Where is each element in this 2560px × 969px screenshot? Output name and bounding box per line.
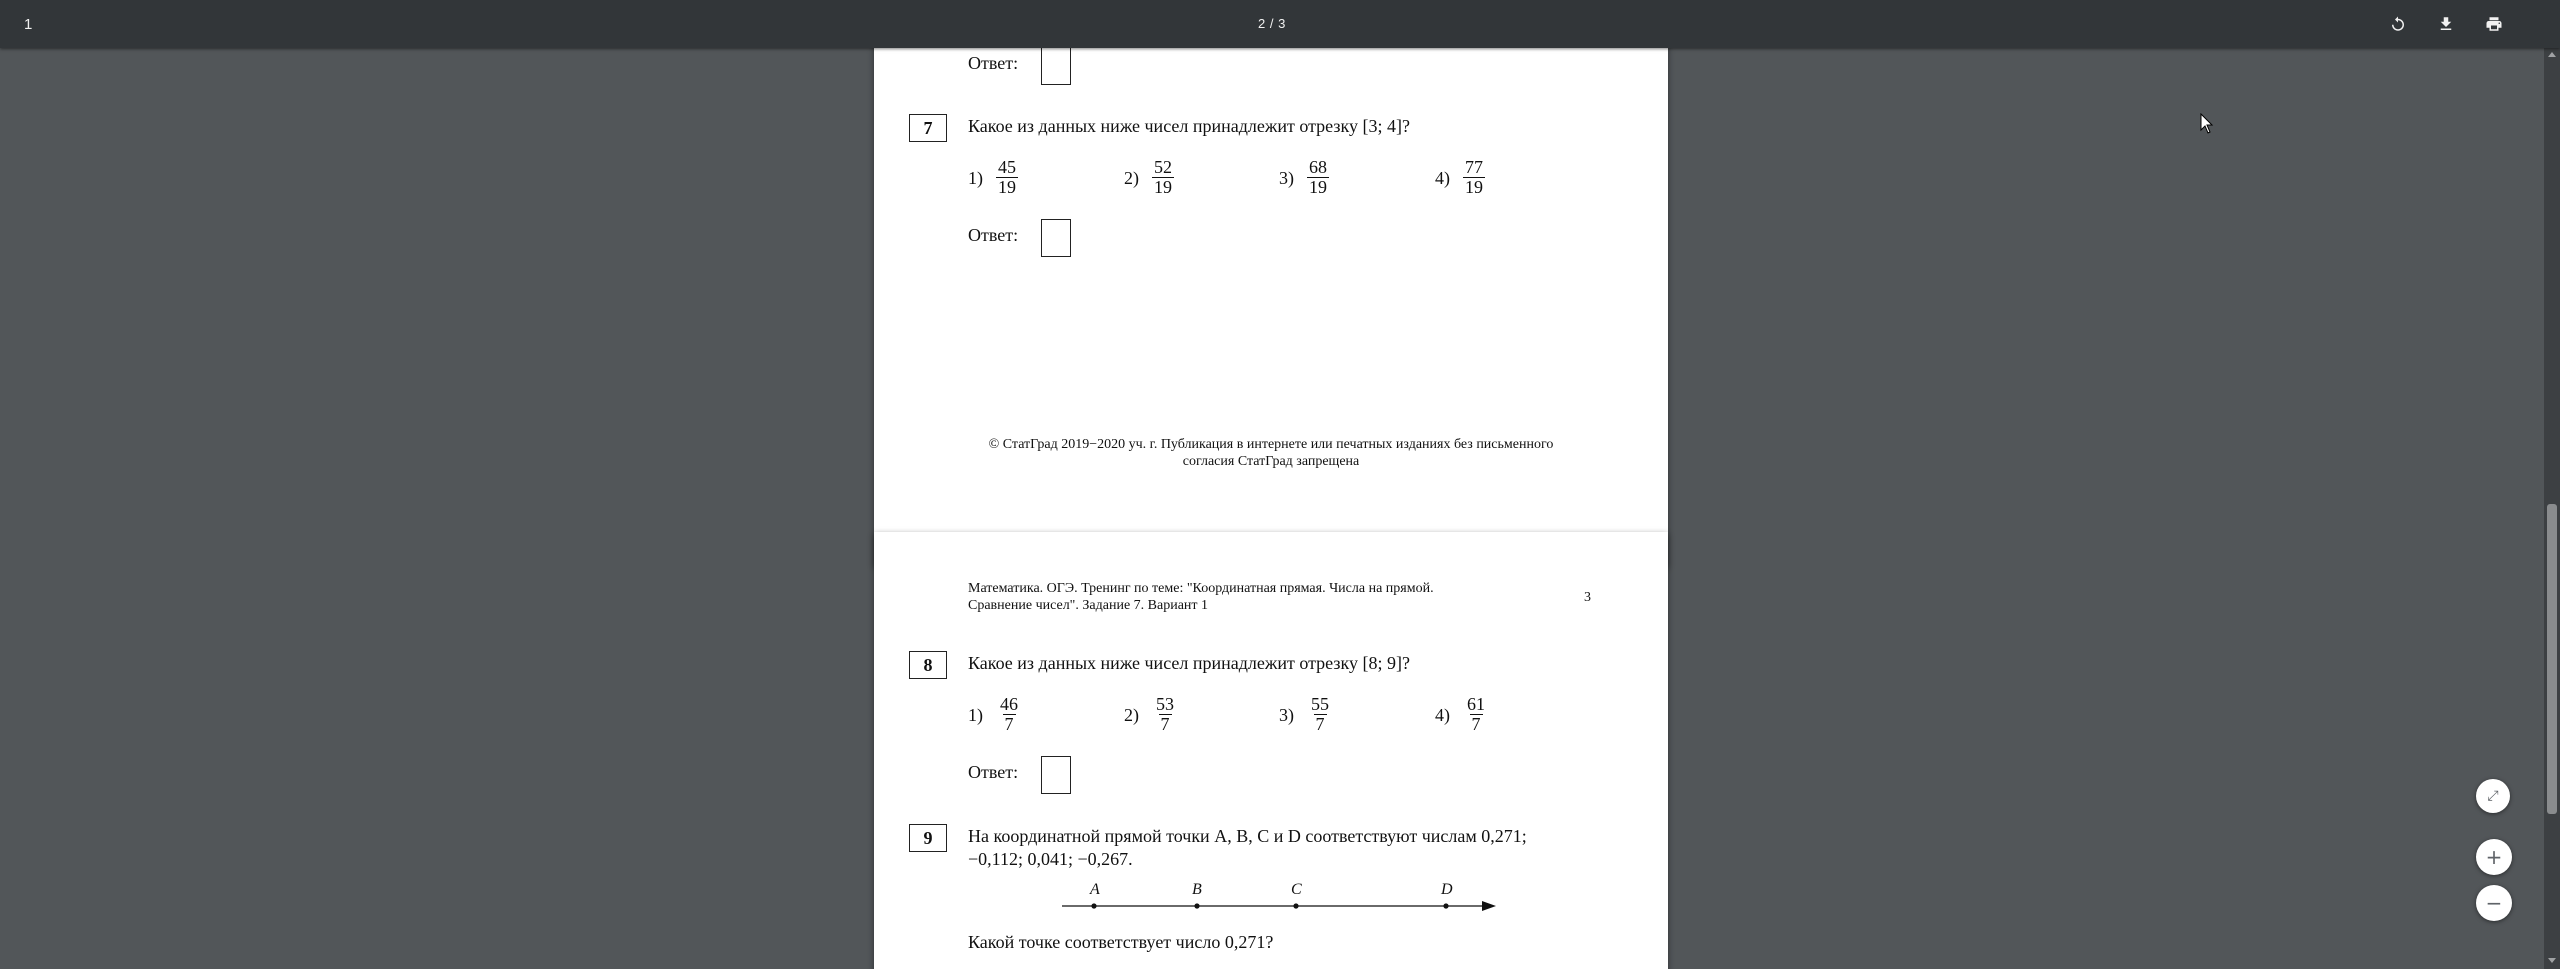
answer-box bbox=[1041, 219, 1071, 257]
answer-box bbox=[1041, 756, 1071, 794]
option-fraction: $\frac{53}{7}$ bbox=[1156, 694, 1174, 734]
zoom-in-button[interactable] bbox=[2476, 839, 2512, 875]
zoom-in-icon: + bbox=[2485, 845, 2503, 869]
mouse-cursor-icon bbox=[2200, 113, 2216, 135]
rotate-button[interactable] bbox=[2385, 11, 2411, 37]
option-number: 4) bbox=[1435, 168, 1450, 188]
point-c-mark bbox=[1293, 903, 1298, 908]
fit-to-page-button[interactable] bbox=[2476, 779, 2510, 813]
answer-box bbox=[1041, 48, 1071, 85]
option-fraction: $\frac{46}{7}$ bbox=[1000, 694, 1018, 734]
document-title: 1 bbox=[24, 16, 33, 33]
zoom-out-button[interactable] bbox=[2476, 885, 2512, 921]
page-indicator: 2 / 3 bbox=[1258, 16, 1286, 31]
vertical-scrollbar[interactable] bbox=[2544, 48, 2560, 969]
option-number: 4) bbox=[1435, 705, 1450, 725]
option-number: 2) bbox=[1124, 168, 1139, 188]
option-number: 1) bbox=[968, 168, 983, 188]
page-number: 3 bbox=[1584, 590, 1591, 605]
page-header: Математика. ОГЭ. Тренинг по теме: "Координатная прямая. Числа на прямой. Сравнение чисел". Задание 7. Вариант 1 bbox=[968, 581, 1434, 613]
scrollbar-thumb[interactable] bbox=[2547, 504, 2557, 814]
rotate-icon bbox=[2389, 15, 2407, 33]
question-text: Какое из данных ниже чисел принадлежит отрезку [8; 9]? bbox=[968, 653, 1410, 673]
question-number-box: 8 bbox=[909, 651, 947, 679]
question-text: Какой точке соответствует число 0,271? bbox=[968, 932, 1274, 952]
option-fraction: $\frac{55}{7}$ bbox=[1311, 694, 1329, 734]
question-text: Какое из данных ниже чисел принадлежит отрезку [3; 4]? bbox=[968, 116, 1410, 136]
number-line-arrow bbox=[1482, 901, 1496, 911]
question-text: −0,112; 0,041; −0,267. bbox=[968, 849, 1133, 869]
answer-label: Ответ: bbox=[968, 53, 1019, 73]
zoom-out-icon: − bbox=[2485, 891, 2503, 915]
option-number: 3) bbox=[1279, 705, 1294, 725]
option-fraction: $\frac{61}{7}$ bbox=[1467, 694, 1485, 734]
pdf-page bbox=[874, 48, 1668, 566]
option-fraction: $\frac{77}{19}$ bbox=[1465, 157, 1483, 197]
point-d-label: D bbox=[1441, 881, 1453, 898]
point-b-label: B bbox=[1192, 881, 1202, 898]
print-icon bbox=[2485, 15, 2503, 33]
option-number: 3) bbox=[1279, 168, 1294, 188]
option-number: 2) bbox=[1124, 705, 1139, 725]
answer-label: Ответ: bbox=[968, 762, 1019, 782]
scroll-up-arrow-icon[interactable] bbox=[2548, 52, 2556, 57]
question-number-box: 9 bbox=[909, 824, 947, 852]
option-fraction: $\frac{52}{19}$ bbox=[1154, 157, 1172, 197]
number-line-figure bbox=[1062, 878, 1502, 918]
option-fraction: $\frac{45}{19}$ bbox=[998, 157, 1016, 197]
point-a-label: A bbox=[1090, 881, 1100, 898]
download-icon bbox=[2437, 15, 2455, 33]
pdf-page bbox=[874, 532, 1668, 969]
question-text: На координатной прямой точки A, B, C и D соответствуют числам 0,271; bbox=[968, 826, 1527, 846]
question-number-box: 7 bbox=[909, 114, 947, 142]
point-a-mark bbox=[1091, 903, 1096, 908]
point-b-mark bbox=[1194, 903, 1199, 908]
pdf-toolbar bbox=[0, 0, 2560, 48]
point-d-mark bbox=[1443, 903, 1448, 908]
copyright-footer: © СтатГрад 2019−2020 уч. г. Публикация в интернете или печатных изданиях без письменного согласия СтатГрад запрещена bbox=[988, 437, 1554, 469]
answer-label: Ответ: bbox=[968, 225, 1019, 245]
download-button[interactable] bbox=[2433, 11, 2459, 37]
print-button[interactable] bbox=[2481, 11, 2507, 37]
point-c-label: C bbox=[1291, 881, 1302, 898]
option-number: 1) bbox=[968, 705, 983, 725]
fit-to-page-icon: ⤢ bbox=[2487, 788, 2499, 804]
document-viewer[interactable] bbox=[0, 48, 2544, 969]
scroll-down-arrow-icon[interactable] bbox=[2548, 958, 2556, 963]
option-fraction: $\frac{68}{19}$ bbox=[1309, 157, 1327, 197]
